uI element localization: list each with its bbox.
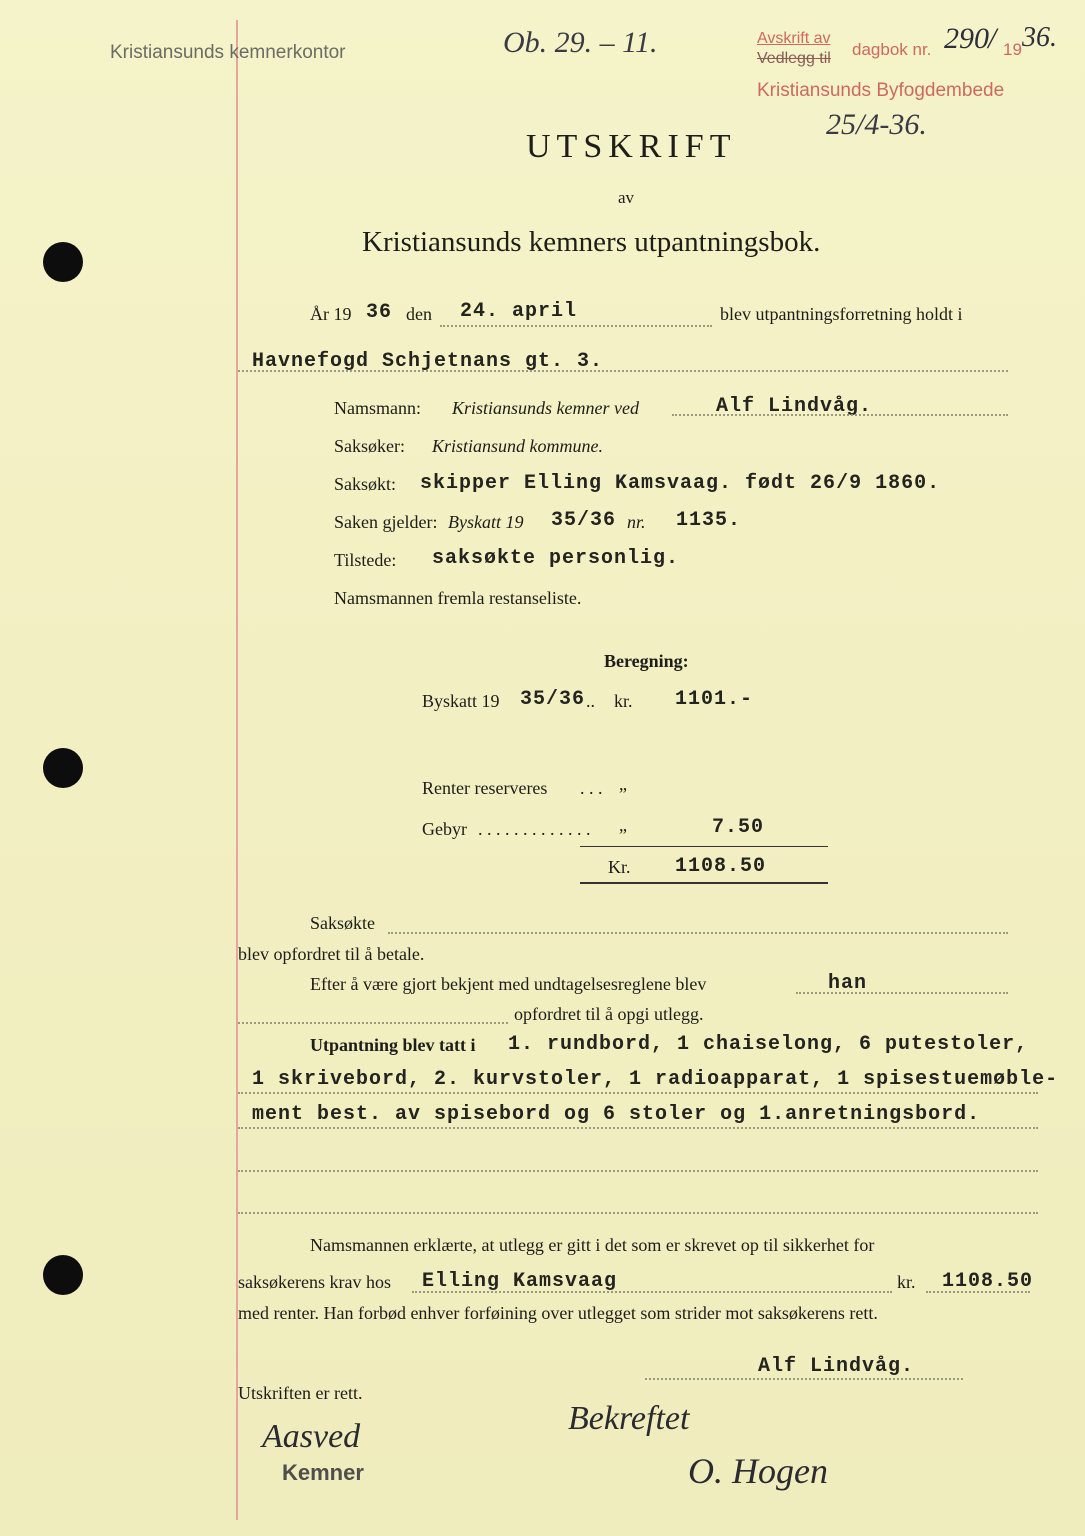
items-line-3-rule — [238, 1127, 1038, 1129]
stamp-dagbok: dagbok nr. — [852, 40, 932, 59]
sum-rule-top — [580, 846, 828, 847]
opening-year: 36 — [366, 301, 393, 324]
year-suffix: 36. — [1022, 22, 1057, 53]
sum-rule-bottom — [580, 882, 828, 884]
restanse-note: Namsmannen fremla restanseliste. — [334, 588, 582, 608]
namsmann-line — [672, 414, 1008, 416]
tilstede-label: Tilstede: — [334, 550, 397, 570]
declaration-line-2-prefix: saksøkerens krav hos — [238, 1272, 391, 1292]
dagbok-slash: / — [988, 22, 997, 55]
saksokte-line — [388, 932, 1008, 934]
efter-text: Efter å være gjort bekjent med undtagelsesreglene blev — [310, 974, 707, 994]
saksoker-label: Saksøker: — [334, 436, 405, 456]
opening-prefix: År 19 — [310, 304, 352, 324]
namsmann-label: Namsmann: — [334, 398, 421, 418]
office-stamp: Kristiansunds kemnerkontor — [110, 42, 346, 63]
items-line-2: 1 skrivebord, 2. kurvstoler, 1 radioapparat, 1 spisestuemøble- — [252, 1068, 1059, 1091]
total-label: Kr. — [608, 857, 631, 877]
byskatt-year: 35/36 — [520, 688, 586, 711]
han-value: han — [828, 972, 868, 995]
renter-label: Renter reserveres — [422, 778, 548, 798]
handwritten-date: 25/4-36. — [826, 108, 927, 141]
blank-line-1 — [238, 1170, 1038, 1172]
namsmann-name: Alf Lindvåg. — [716, 395, 873, 418]
byskatt-dots: .. — [586, 691, 595, 711]
stamp-avskrift: Avskrift av — [757, 30, 831, 47]
utpantning-label: Utpantning blev tatt i — [310, 1035, 476, 1055]
items-line-1: 1. rundbord, 1 chaiselong, 6 putestoler, — [508, 1033, 1029, 1056]
kemner-signature: Aasved — [262, 1418, 361, 1455]
page-subtitle: Kristiansunds kemners utpantningsbok. — [362, 226, 821, 258]
saken-year: 35/36 — [551, 509, 617, 532]
renter-ditto: „ — [619, 774, 627, 794]
renter-dots: . . . — [580, 778, 603, 798]
opening-place: Havnefogd Schjetnans gt. 3. — [252, 350, 604, 373]
gebyr-amount: 7.50 — [712, 816, 765, 839]
beregning-heading: Beregning: — [604, 651, 689, 671]
utlegg-line — [238, 1022, 508, 1024]
saksokt-label: Saksøkt: — [334, 474, 397, 494]
namsmann-printed: Kristiansunds kemner ved — [452, 398, 639, 418]
declaration-amount: 1108.50 — [942, 1270, 1034, 1293]
saken-nr: 1135. — [676, 509, 742, 532]
margin-line — [236, 20, 238, 1520]
saken-nr-label: nr. — [627, 512, 646, 532]
utlegg-text: opfordret til å opgi utlegg. — [514, 1004, 704, 1024]
opening-date: 24. april — [460, 300, 578, 323]
stamp-year-prefix: 19 — [1003, 40, 1022, 59]
title-av: av — [618, 188, 635, 207]
opening-place-line — [238, 370, 1008, 372]
opening-suffix: blev utpantningsforretning holdt i — [720, 304, 963, 324]
declaration-line-1: Namsmannen erklærte, at utlegg er gitt i det som er skrevet op til sikkerhet for — [310, 1235, 875, 1255]
declaration-kr: kr. — [897, 1272, 916, 1292]
gebyr-dots: . . . . . . . . . . . . . — [478, 819, 591, 839]
saken-printed: Byskatt 19 — [448, 512, 524, 532]
court-stamp: Kristiansunds Byfogdembede — [757, 80, 1005, 101]
tilstede-value: saksøkte personlig. — [432, 547, 680, 570]
stamp-vedlegg-struck: Vedlegg til — [757, 50, 831, 67]
byskatt-kr: kr. — [614, 691, 633, 711]
creditor-name: Elling Kamsvaag — [422, 1270, 618, 1293]
utskriften-rett: Utskriften er rett. — [238, 1383, 363, 1403]
bekreftet-signature: Bekreftet — [568, 1400, 690, 1437]
punch-hole-top — [43, 242, 83, 282]
opening-den: den — [406, 304, 432, 324]
total-amount: 1108.50 — [675, 855, 767, 878]
saksokte-label: Saksøkte — [310, 913, 375, 933]
blank-line-2 — [238, 1212, 1038, 1214]
declaration-line-3: med renter. Han forbød enhver forføining over utlegget som strider mot saksøkerens rett. — [238, 1303, 878, 1323]
saksokt-value: skipper Elling Kamsvaag. født 26/9 1860. — [420, 472, 941, 495]
kemner-stamp: Kemner — [282, 1460, 364, 1485]
page-title: UTSKRIFT — [526, 128, 737, 165]
judge-signature: O. Hogen — [688, 1451, 828, 1491]
opfordret-text: blev opfordret til å betale. — [238, 944, 425, 964]
punch-hole-bottom — [43, 1255, 83, 1295]
saksoker-value: Kristiansund kommune. — [432, 436, 603, 456]
handwritten-reference: Ob. 29. – 11. — [503, 26, 658, 59]
punch-hole-middle — [43, 748, 83, 788]
items-line-2-rule — [238, 1092, 1038, 1094]
namsmann-signature: Alf Lindvåg. — [758, 1355, 915, 1378]
gebyr-ditto: „ — [619, 815, 627, 835]
signature-line — [645, 1378, 963, 1380]
items-line-3: ment best. av spisebord og 6 stoler og 1.anretningsbord. — [252, 1103, 981, 1126]
gebyr-label: Gebyr — [422, 819, 467, 839]
dagbok-number: 290 — [944, 22, 989, 55]
opening-date-line — [440, 325, 712, 327]
byskatt-amount: 1101.- — [675, 688, 754, 711]
saken-label: Saken gjelder: — [334, 512, 438, 532]
byskatt-label: Byskatt 19 — [422, 691, 500, 711]
